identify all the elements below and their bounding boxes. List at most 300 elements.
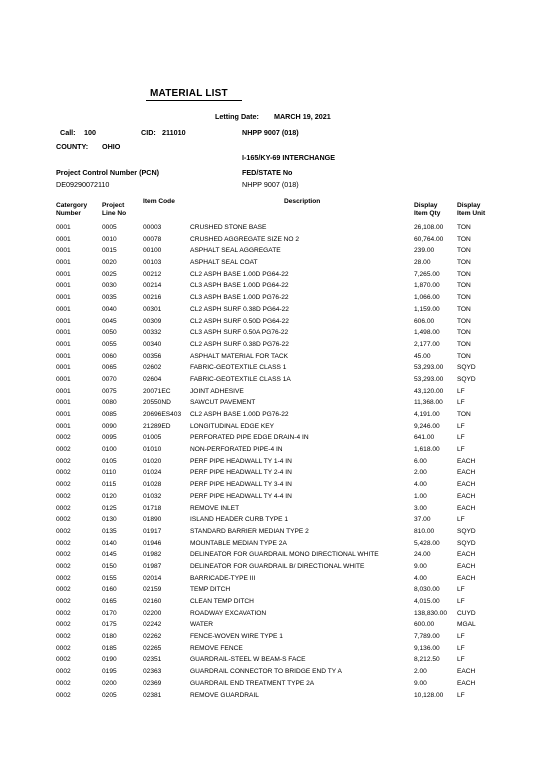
table-row	[0, 608, 550, 620]
cell-project-line: 0035	[102, 294, 117, 302]
column-header-qty	[414, 202, 440, 218]
cell-project-line: 0005	[102, 224, 117, 231]
cell-category: 0002	[56, 574, 71, 582]
table-row	[0, 316, 550, 328]
cell-description: ASPHALT SEAL COAT	[190, 259, 258, 267]
cell-category: 0001	[56, 247, 71, 255]
cell-description: DELINEATOR FOR GUARDRAIL MONO DIRECTIONAL WHITE	[190, 551, 379, 559]
cell-item-code: 21289ED	[143, 422, 171, 430]
cell-item-code: 02369	[143, 679, 162, 687]
cell-project-line: 0115	[102, 481, 117, 489]
cell-project-line: 0145	[102, 551, 117, 559]
cell-unit: TON	[457, 282, 471, 290]
cell-item-code: 00103	[143, 259, 162, 267]
cell-category: 0001	[56, 399, 71, 407]
cell-unit: LF	[457, 644, 465, 652]
cell-category: 0002	[56, 691, 71, 699]
cell-project-line: 0130	[102, 516, 117, 524]
cell-item-code: 01987	[143, 562, 162, 570]
fed-state-label: FED/STATE No	[242, 168, 293, 177]
cell-item-code: 00356	[143, 352, 162, 360]
table-row	[0, 596, 550, 608]
cell-description: CL3 ASPH BASE 1.00D PG76-22	[190, 294, 289, 302]
cell-quantity: 810.00	[414, 527, 435, 535]
cell-unit: SQYD	[457, 527, 476, 535]
cell-category: 0001	[56, 387, 71, 395]
table-row	[0, 280, 550, 292]
cell-unit: EACH	[457, 574, 476, 582]
cell-category: 0001	[56, 329, 71, 337]
cell-item-code: 00100	[143, 247, 162, 255]
table-row	[0, 561, 550, 573]
cell-category: 0001	[56, 270, 71, 278]
cell-unit: LF	[457, 387, 465, 395]
cell-unit: LF	[457, 516, 465, 524]
cell-unit: TON	[457, 340, 471, 348]
cell-category: 0001	[56, 352, 71, 360]
pcn-label: Project Control Number (PCN)	[56, 168, 160, 177]
cell-quantity: 1,159.00	[414, 305, 440, 313]
cell-description: GUARDRAIL CONNECTOR TO BRIDGE END TY A	[190, 668, 342, 676]
cell-description: CL3 ASPH BASE 1.00D PG64-22	[190, 282, 289, 290]
cell-category: 0002	[56, 633, 71, 641]
cell-unit: EACH	[457, 469, 476, 477]
cell-unit: LF	[457, 633, 465, 641]
cell-unit: TON	[457, 270, 471, 278]
cell-quantity: 8,212.50	[414, 656, 440, 664]
cell-project-line: 0110	[102, 469, 117, 477]
cell-category: 0002	[56, 656, 71, 664]
cell-project-line: 0080	[102, 399, 117, 407]
table-row	[0, 526, 550, 538]
table-row	[0, 257, 550, 269]
cell-project-line: 0170	[102, 609, 117, 617]
table-row	[0, 678, 550, 690]
cell-quantity: 10,128.00	[414, 691, 444, 699]
table-row	[0, 245, 550, 257]
cell-quantity: 24.00	[414, 551, 431, 559]
table-row	[0, 643, 550, 655]
cell-description: PERF PIPE HEADWALL TY 4-4 IN	[190, 492, 292, 500]
cell-unit: TON	[457, 259, 471, 267]
cell-unit: TON	[457, 235, 471, 243]
cell-unit: EACH	[457, 457, 476, 465]
cell-description: GUARDRAIL END TREATMENT TYPE 2A	[190, 679, 315, 687]
cell-project-line: 0200	[102, 679, 117, 687]
cell-item-code: 00078	[143, 235, 162, 243]
cell-item-code: 20071EC	[143, 387, 171, 395]
cell-unit: TON	[457, 247, 471, 255]
cell-quantity: 2,177.00	[414, 340, 440, 348]
table-row	[0, 339, 550, 351]
cell-project-line: 0160	[102, 586, 117, 594]
cell-unit: TON	[457, 305, 471, 313]
cell-category: 0002	[56, 492, 71, 500]
cell-description: GUARDRAIL-STEEL W BEAM-S FACE	[190, 656, 306, 664]
cell-item-code: 02200	[143, 609, 162, 617]
cell-description: PERF PIPE HEADWALL TY 1-4 IN	[190, 457, 292, 465]
column-header-unit-line1: Display	[457, 202, 481, 209]
table-row	[0, 374, 550, 386]
cell-unit: MGAL	[457, 621, 476, 629]
cell-quantity: 2.00	[414, 668, 427, 676]
cell-item-code: 01028	[143, 481, 162, 489]
cell-description: MOUNTABLE MEDIAN TYPE 2A	[190, 539, 287, 547]
cell-quantity: 26,108.00	[414, 224, 444, 231]
cell-project-line: 0140	[102, 539, 117, 547]
cell-project-line: 0155	[102, 574, 117, 582]
cell-description: PERF PIPE HEADWALL TY 2-4 IN	[190, 469, 292, 477]
cell-category: 0002	[56, 469, 71, 477]
cell-category: 0002	[56, 504, 71, 512]
cell-category: 0002	[56, 539, 71, 547]
cell-description: ROADWAY EXCAVATION	[190, 609, 267, 617]
cell-unit: TON	[457, 352, 471, 360]
cell-unit: SQYD	[457, 375, 476, 383]
cell-unit: SQYD	[457, 364, 476, 372]
table-row	[0, 397, 550, 409]
cell-category: 0001	[56, 294, 71, 302]
cell-unit: SQYD	[457, 539, 476, 547]
cell-project-line: 0040	[102, 305, 117, 313]
cell-unit: EACH	[457, 492, 476, 500]
cell-description: FABRIC-GEOTEXTILE CLASS 1A	[190, 375, 291, 383]
cell-item-code: 01024	[143, 469, 162, 477]
cell-description: ASPHALT MATERIAL FOR TACK	[190, 352, 289, 360]
cell-quantity: 1,066.00	[414, 294, 440, 302]
cell-category: 0001	[56, 305, 71, 313]
cell-unit: EACH	[457, 551, 476, 559]
cell-project-line: 0125	[102, 504, 117, 512]
cell-item-code: 00332	[143, 329, 162, 337]
cell-item-code: 02604	[143, 375, 162, 383]
cell-project-line: 0195	[102, 668, 117, 676]
cell-description: CL3 ASPH SURF 0.50A PG76-22	[190, 329, 289, 337]
cell-unit: LF	[457, 691, 465, 699]
table-row	[0, 666, 550, 678]
cell-description: TEMP DITCH	[190, 586, 231, 594]
cell-quantity: 641.00	[414, 434, 435, 442]
table-row	[0, 269, 550, 281]
cell-quantity: 6.00	[414, 457, 427, 465]
column-header-category-line2: Number	[56, 210, 81, 217]
county-value: OHIO	[102, 142, 121, 151]
cell-quantity: 9,136.00	[414, 644, 440, 652]
column-header-unit	[457, 202, 485, 218]
column-header-category-line1: Catergory	[56, 202, 88, 209]
cell-project-line: 0050	[102, 329, 117, 337]
cell-unit: TON	[457, 329, 471, 337]
cell-unit: TON	[457, 294, 471, 302]
cell-project-line: 0135	[102, 527, 117, 535]
table-row	[0, 409, 550, 421]
cell-quantity: 138,830.00	[414, 609, 448, 617]
cell-project-line: 0205	[102, 691, 117, 699]
cell-project-line: 0165	[102, 598, 117, 605]
cell-project-line: 0075	[102, 387, 117, 395]
cell-item-code: 00216	[143, 294, 162, 302]
cell-project-line: 0095	[102, 434, 117, 442]
cell-unit: TON	[457, 411, 471, 418]
cell-item-code: 02262	[143, 633, 162, 641]
pcn-value: DE09290072110	[56, 180, 110, 189]
cell-project-line: 0190	[102, 656, 117, 664]
cell-category: 0001	[56, 422, 71, 430]
material-table-body	[0, 222, 550, 701]
cell-description: CL2 ASPH SURF 0.50D PG64-22	[190, 317, 289, 325]
cell-project-line: 0030	[102, 282, 117, 290]
cell-unit: CUYD	[457, 609, 476, 617]
cell-item-code: 01982	[143, 551, 162, 559]
cell-category: 0001	[56, 282, 71, 290]
cell-quantity: 60,764.00	[414, 235, 444, 243]
fed-state-value: NHPP 9007 (018)	[242, 180, 299, 189]
cell-category: 0002	[56, 586, 71, 594]
cell-quantity: 9.00	[414, 562, 427, 570]
cell-description: ASPHALT SEAL AGGREGATE	[190, 247, 281, 255]
cell-description: LONGITUDINAL EDGE KEY	[190, 422, 275, 430]
cell-project-line: 0100	[102, 446, 117, 454]
cell-quantity: 7,789.00	[414, 633, 440, 641]
cell-description: WATER	[190, 621, 214, 629]
cell-project-line: 0015	[102, 247, 117, 255]
cell-quantity: 606.00	[414, 317, 435, 325]
cell-category: 0001	[56, 235, 71, 243]
cell-item-code: 01718	[143, 504, 162, 512]
column-header-item-code: Item Code	[143, 198, 175, 205]
cell-category: 0002	[56, 609, 71, 617]
table-row	[0, 421, 550, 433]
cell-category: 0002	[56, 516, 71, 524]
table-row	[0, 456, 550, 468]
cell-quantity: 4,191.00	[414, 411, 440, 418]
cell-description: SAWCUT PAVEMENT	[190, 399, 256, 407]
cell-quantity: 4.00	[414, 481, 427, 489]
cell-unit: LF	[457, 399, 465, 407]
column-header-project-line1: Project	[102, 202, 125, 209]
cell-unit: LF	[457, 656, 465, 664]
cell-description: CRUSHED AGGREGATE SIZE NO 2	[190, 235, 300, 243]
county-label: COUNTY:	[56, 142, 89, 151]
table-row	[0, 327, 550, 339]
column-header-qty-line2: Item Qty	[414, 210, 441, 217]
cell-quantity: 1,498.00	[414, 329, 440, 337]
cell-project-line: 0055	[102, 340, 117, 348]
cell-category: 0002	[56, 621, 71, 629]
cell-description: CLEAN TEMP DITCH	[190, 598, 254, 605]
cell-project-line: 0020	[102, 259, 117, 267]
table-row	[0, 491, 550, 503]
cell-item-code: 20550ND	[143, 399, 171, 407]
cell-quantity: 28.00	[414, 259, 431, 267]
table-row	[0, 362, 550, 374]
cell-category: 0002	[56, 644, 71, 652]
cell-project-line: 0070	[102, 375, 117, 383]
cell-category: 0002	[56, 562, 71, 570]
cell-description: DELINEATOR FOR GUARDRAIL B/ DIRECTIONAL WHITE	[190, 562, 365, 570]
cell-quantity: 1.00	[414, 492, 427, 500]
cell-item-code: 00340	[143, 340, 162, 348]
cell-quantity: 45.00	[414, 352, 431, 360]
cell-quantity: 1,870.00	[414, 282, 440, 290]
cell-project-line: 0120	[102, 492, 117, 500]
cell-category: 0002	[56, 434, 71, 442]
cell-description: REMOVE GUARDRAIL	[190, 691, 259, 699]
cell-project-line: 0065	[102, 364, 117, 372]
cell-item-code: 01020	[143, 457, 162, 465]
cell-category: 0002	[56, 457, 71, 465]
table-row	[0, 619, 550, 631]
cell-item-code: 01010	[143, 446, 162, 454]
table-row	[0, 222, 550, 234]
cell-project-line: 0085	[102, 411, 117, 418]
cell-quantity: 37.00	[414, 516, 431, 524]
cell-quantity: 5,428.00	[414, 539, 440, 547]
cell-item-code: 00301	[143, 305, 162, 313]
cell-category: 0002	[56, 551, 71, 559]
cell-unit: LF	[457, 598, 465, 605]
table-row	[0, 584, 550, 596]
cell-project-line: 0010	[102, 235, 117, 243]
nhpp-number-top: NHPP 9007 (018)	[242, 128, 299, 137]
cell-unit: EACH	[457, 562, 476, 570]
cell-item-code: 01032	[143, 492, 162, 500]
cell-category: 0001	[56, 340, 71, 348]
cell-item-code: 02242	[143, 621, 162, 629]
cell-quantity: 53,293.00	[414, 364, 444, 372]
cell-category: 0002	[56, 446, 71, 454]
cell-item-code: 02159	[143, 586, 162, 594]
cell-item-code: 00003	[143, 224, 162, 231]
cell-project-line: 0150	[102, 562, 117, 570]
table-row	[0, 234, 550, 246]
column-header-description: Description	[284, 198, 321, 205]
table-row	[0, 503, 550, 515]
cell-quantity: 1,618.00	[414, 446, 440, 454]
cell-description: NON-PERFORATED PIPE-4 IN	[190, 446, 283, 454]
table-row	[0, 479, 550, 491]
cell-item-code: 20696ES403	[143, 411, 182, 418]
table-row	[0, 351, 550, 363]
cell-item-code: 02363	[143, 668, 162, 676]
cell-project-line: 0060	[102, 352, 117, 360]
cell-description: REMOVE FENCE	[190, 644, 243, 652]
cell-item-code: 01890	[143, 516, 162, 524]
cell-description: CL2 ASPH BASE 1.00D PG76-22	[190, 411, 289, 418]
table-row	[0, 631, 550, 643]
interchange-name: I-165/KY-69 INTERCHANGE	[242, 153, 336, 162]
column-header-unit-line2: Item Unit	[457, 210, 486, 217]
cell-category: 0001	[56, 224, 71, 231]
cell-description: CL2 ASPH SURF 0.38D PG76-22	[190, 340, 289, 348]
column-header-project-line2: Line No	[102, 210, 127, 217]
cell-category: 0001	[56, 411, 71, 418]
cell-description: REMOVE INLET	[190, 504, 240, 512]
call-value: 100	[84, 128, 96, 137]
cell-quantity: 43,120.00	[414, 387, 444, 395]
cell-description: CL2 ASPH BASE 1.00D PG64-22	[190, 270, 289, 278]
cell-item-code: 02602	[143, 364, 162, 372]
cell-category: 0002	[56, 668, 71, 676]
cell-description: FENCE-WOVEN WIRE TYPE 1	[190, 633, 283, 641]
cell-quantity: 9.00	[414, 679, 427, 687]
cell-unit: LF	[457, 446, 465, 454]
cell-quantity: 4,015.00	[414, 598, 440, 605]
table-row	[0, 654, 550, 666]
cell-item-code: 01005	[143, 434, 162, 442]
cell-unit: TON	[457, 317, 471, 325]
table-row	[0, 573, 550, 585]
table-row	[0, 386, 550, 398]
cell-unit: EACH	[457, 668, 476, 676]
cell-item-code: 01946	[143, 539, 162, 547]
cell-unit: LF	[457, 422, 465, 430]
cell-project-line: 0185	[102, 644, 117, 652]
cell-unit: LF	[457, 586, 465, 594]
column-header-qty-line1: Display	[414, 202, 438, 209]
cell-quantity: 9,246.00	[414, 422, 440, 430]
call-label: Call:	[60, 128, 76, 137]
cell-category: 0002	[56, 598, 71, 605]
table-row	[0, 514, 550, 526]
cell-quantity: 8,030.00	[414, 586, 440, 594]
cell-description: ISLAND HEADER CURB TYPE 1	[190, 516, 289, 524]
cell-item-code: 00309	[143, 317, 162, 325]
title-underline	[146, 100, 242, 101]
cell-category: 0001	[56, 375, 71, 383]
table-row	[0, 444, 550, 456]
cell-category: 0001	[56, 317, 71, 325]
cell-description: CRUSHED STONE BASE	[190, 224, 267, 231]
cell-description: CL2 ASPH SURF 0.38D PG64-22	[190, 305, 289, 313]
cell-unit: EACH	[457, 679, 476, 687]
cell-description: PERFORATED PIPE EDGE DRAIN-4 IN	[190, 434, 309, 442]
cell-item-code: 02160	[143, 598, 162, 605]
cell-unit: EACH	[457, 481, 476, 489]
cell-project-line: 0090	[102, 422, 117, 430]
cell-category: 0002	[56, 481, 71, 489]
table-row	[0, 304, 550, 316]
cell-item-code: 02014	[143, 574, 162, 582]
cell-unit: LF	[457, 434, 465, 442]
table-row	[0, 467, 550, 479]
column-header-project	[102, 202, 126, 218]
cell-project-line: 0175	[102, 621, 117, 629]
cell-quantity: 3.00	[414, 504, 427, 512]
cell-quantity: 53,293.00	[414, 375, 444, 383]
cell-project-line: 0180	[102, 633, 117, 641]
cell-project-line: 0025	[102, 270, 117, 278]
cell-description: JOINT ADHESIVE	[190, 387, 244, 395]
cell-category: 0002	[56, 679, 71, 687]
cell-project-line: 0105	[102, 457, 117, 465]
cell-quantity: 7,265.00	[414, 270, 440, 278]
cell-item-code: 02381	[143, 691, 162, 699]
cell-category: 0001	[56, 259, 71, 267]
letting-date-value: MARCH 19, 2021	[274, 112, 331, 121]
page-title: MATERIAL LIST	[150, 88, 228, 99]
cell-item-code: 00212	[143, 270, 162, 278]
cell-unit: TON	[457, 224, 471, 231]
cell-item-code: 02265	[143, 644, 162, 652]
cell-item-code: 01917	[143, 527, 162, 535]
cell-description: PERF PIPE HEADWALL TY 3-4 IN	[190, 481, 292, 489]
cid-value: 211010	[162, 128, 186, 137]
cell-category: 0002	[56, 527, 71, 535]
cell-quantity: 11,368.00	[414, 399, 443, 407]
cell-description: STANDARD BARRIER MEDIAN TYPE 2	[190, 527, 309, 535]
cell-category: 0001	[56, 364, 71, 372]
